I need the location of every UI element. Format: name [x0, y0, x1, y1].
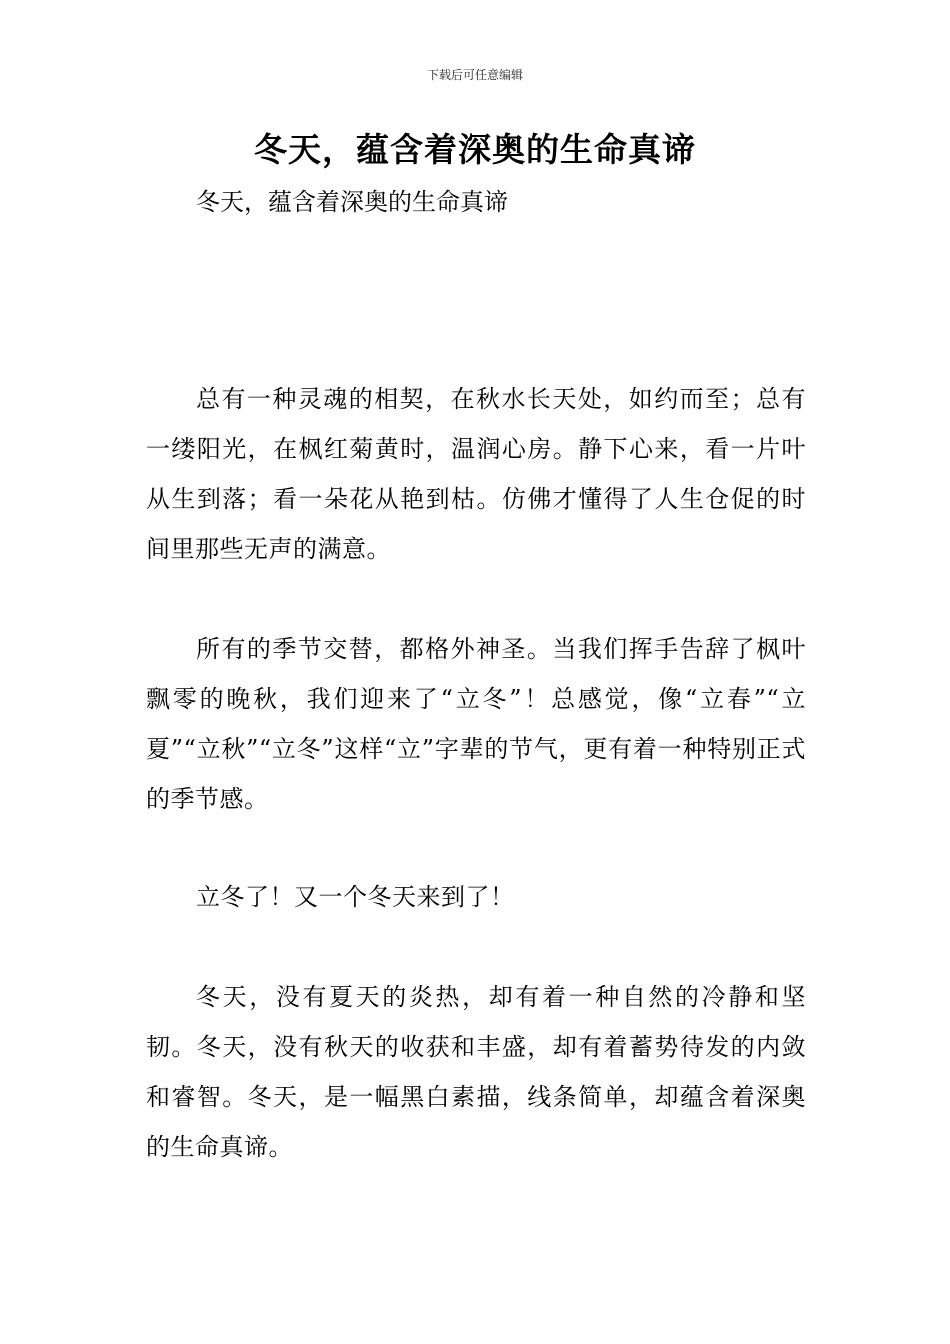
paragraph-1: 总有一种灵魂的相契，在秋水长天处，如约而至；总有一缕阳光，在枫红菊黄时，温润心房。静下心来，看一片叶从生到落；看一朵花从艳到枯。仿佛才懂得了人生仓促的时间里那些无声的满意。	[146, 385, 806, 563]
header-note: 下载后可任意编辑	[426, 68, 523, 82]
paragraph-4: 冬天，没有夏天的炎热，却有着一种自然的冷静和坚韧。冬天，没有秋天的收获和丰盛，却有着蓄势待发的内敛和睿智。冬天，是一幅黑白素描，线条简单，却蕴含着深奥的生命真谛。	[146, 983, 806, 1161]
paragraph-2: 所有的季节交替，都格外神圣。当我们挥手告辞了枫叶飘零的晚秋，我们迎来了“立冬”！总感觉，像“立春”“立夏”“立秋”“立冬”这样“立”字辈的节气，更有着一种特别正式的季节感。	[146, 635, 806, 813]
document-subtitle: 冬天，蕴含着深奥的生命真谛	[196, 188, 508, 216]
document-title: 冬天，蕴含着深奥的生命真谛	[254, 130, 696, 169]
paragraph-3: 立冬了！又一个冬天来到了！	[196, 883, 515, 911]
